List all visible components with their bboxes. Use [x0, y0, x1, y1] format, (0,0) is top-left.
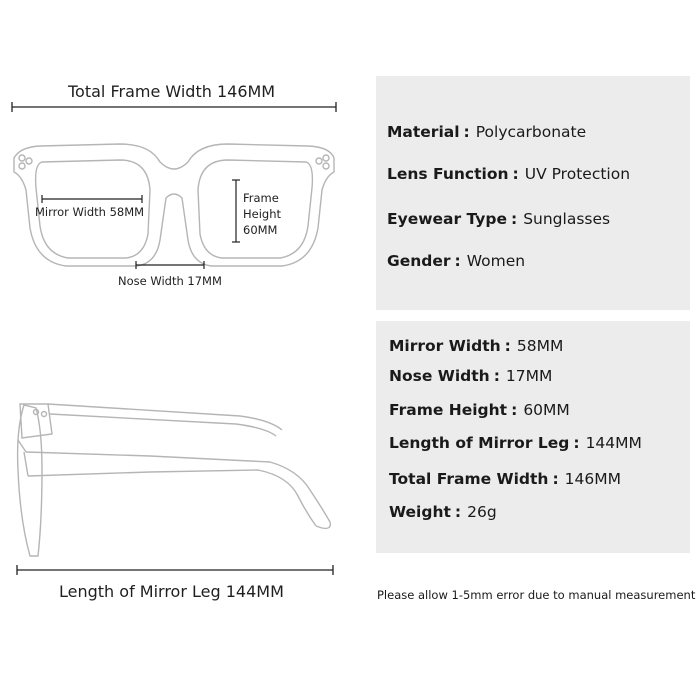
- total-frame-width-label: Total Frame Width 146MM: [68, 82, 276, 101]
- mirror-width-label: Mirror Width 58MM: [35, 205, 145, 219]
- spec-value: Sunglasses: [523, 210, 611, 228]
- frame-height-label-line3: 60MM: [243, 223, 278, 237]
- measurement-note: Please allow 1-5mm error due to manual measurement: [377, 588, 696, 602]
- spec-value: Polycarbonate: [475, 123, 587, 141]
- spec-value: 58MM: [516, 337, 564, 355]
- size-info-panel: [376, 321, 690, 553]
- frame-height-label-line1: Frame: [243, 191, 279, 205]
- spec-value: 146MM: [564, 470, 621, 488]
- spec-key: Weight: [389, 503, 451, 521]
- spec-row-mirror-leg: Length of Mirror Leg : 144MM: [389, 434, 642, 452]
- spec-value: Women: [466, 252, 526, 270]
- spec-row-total-frame-width: Total Frame Width : 146MM: [389, 470, 621, 488]
- spec-row-gender: Gender : Women: [387, 252, 526, 270]
- spec-row-mirror-width: Mirror Width : 58MM: [389, 337, 564, 355]
- spec-key: Nose Width: [389, 367, 490, 385]
- spec-key: Eyewear Type: [387, 210, 507, 228]
- spec-row-lens-function: Lens Function : UV Protection: [387, 165, 631, 183]
- spec-row-eyewear-type: Eyewear Type : Sunglasses: [387, 210, 611, 228]
- mirror-leg-length-label: Length of Mirror Leg 144MM: [59, 582, 284, 601]
- spec-key: Material: [387, 123, 460, 141]
- spec-value: 60MM: [523, 401, 570, 419]
- spec-key: Frame Height: [389, 401, 508, 419]
- spec-key: Length of Mirror Leg: [389, 434, 570, 452]
- frame-height-label-line2: Height: [243, 207, 282, 221]
- spec-key: Mirror Width: [389, 337, 501, 355]
- spec-value: UV Protection: [524, 165, 631, 183]
- spec-value: 144MM: [585, 434, 642, 452]
- spec-row-nose-width: Nose Width : 17MM: [389, 367, 553, 385]
- nose-width-label: Nose Width 17MM: [118, 274, 222, 288]
- spec-row-weight: Weight : 26g: [389, 503, 497, 521]
- spec-key: Gender: [387, 252, 451, 270]
- spec-row-frame-height: Frame Height : 60MM: [389, 401, 570, 419]
- spec-key: Lens Function: [387, 165, 509, 183]
- spec-value: 26g: [467, 503, 497, 521]
- product-info-panel: [376, 76, 690, 310]
- spec-row-material: Material : Polycarbonate: [387, 123, 587, 141]
- spec-value: 17MM: [505, 367, 553, 385]
- spec-key: Total Frame Width: [389, 470, 549, 488]
